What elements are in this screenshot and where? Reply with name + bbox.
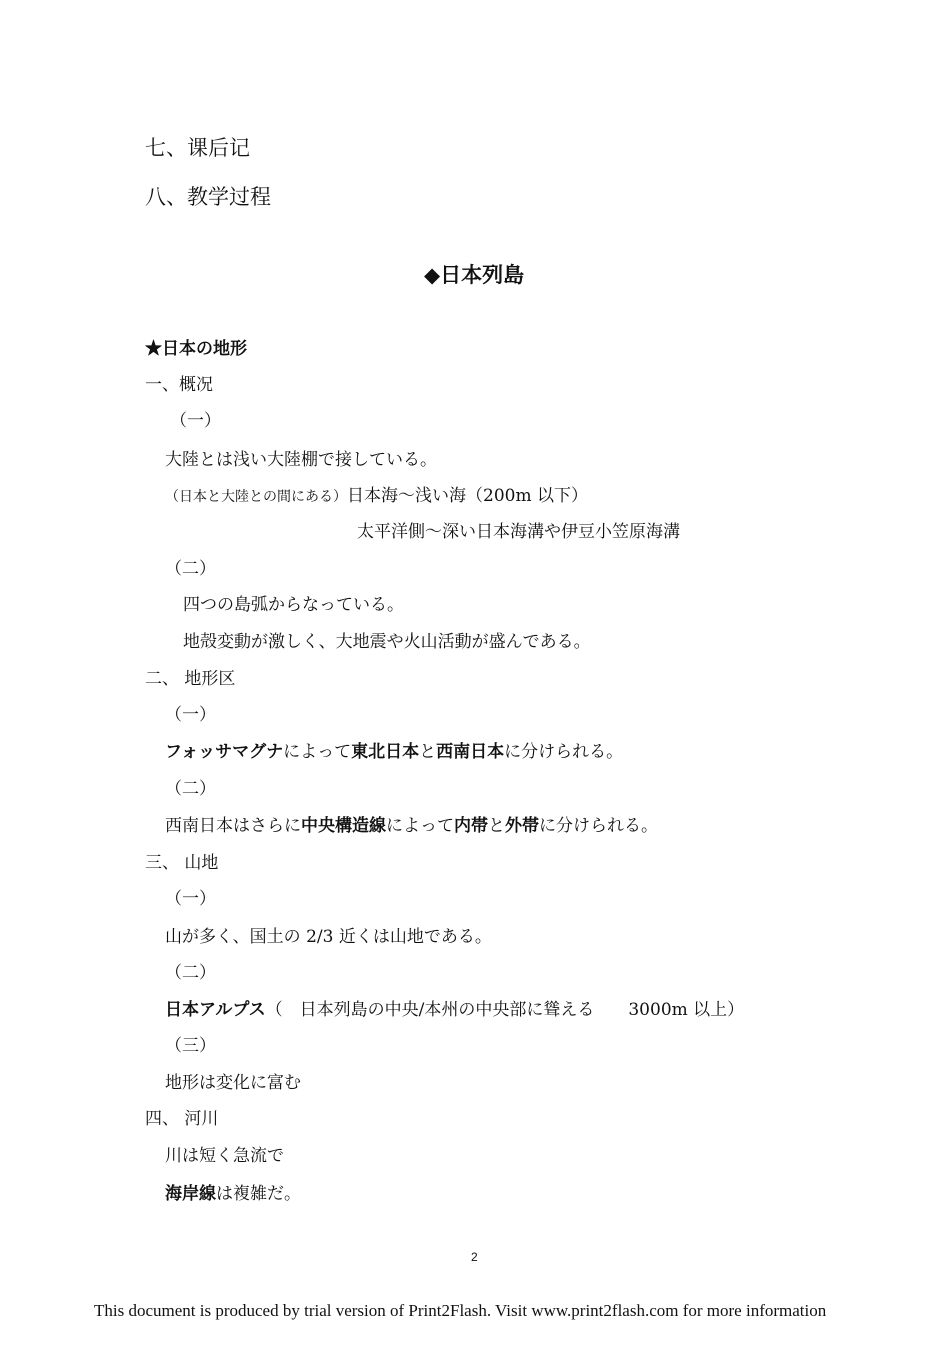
part3-sub1: （一） — [165, 889, 216, 909]
text-span: と — [419, 742, 437, 762]
part1-line2-main: 日本海～浅い海（200m 以下） — [347, 486, 588, 506]
term-northeast-japan: 東北日本 — [351, 742, 420, 762]
part1-line2-note: （日本と大陸との間にある） — [165, 489, 347, 505]
section-title: ★日本の地形 — [145, 339, 247, 359]
part1-line1: 大陸とは浅い大陸棚で接している。 — [165, 450, 437, 470]
part3-heading: 三、 山地 — [145, 853, 219, 873]
part2-heading: 二、 地形区 — [145, 669, 236, 689]
part3-sub3: （三） — [165, 1036, 216, 1056]
term-coastline: 海岸線 — [165, 1184, 216, 1204]
term-inner-zone: 内帯 — [454, 816, 488, 836]
part4-line1: 川は短く急流で — [165, 1146, 284, 1166]
part1-line5: 地殻変動が激しく、大地震や火山活動が盛んである。 — [183, 632, 591, 652]
part4-line2 — [165, 1186, 301, 1203]
term-fossa-magna: フォッサマグナ — [165, 742, 284, 762]
part2-sub2: （二） — [165, 779, 216, 799]
text-span: に分けられる。 — [504, 742, 624, 762]
part1-sub1: （一） — [170, 411, 221, 431]
page-number: 2 — [471, 1250, 478, 1264]
part1-sub2: （二） — [165, 559, 216, 579]
text-span: によって — [283, 742, 352, 762]
text-span: は複雑だ。 — [216, 1184, 301, 1204]
part2-line1 — [165, 744, 623, 761]
part1-line3: 太平洋側～深い日本海溝や伊豆小笠原海溝 — [357, 522, 680, 542]
term-japanese-alps: 日本アルプス — [165, 1000, 266, 1020]
term-southwest-japan: 西南日本 — [436, 742, 505, 762]
text-span: 西南日本はさらに — [165, 816, 301, 836]
part1-line4: 四つの島弧からなっている。 — [183, 595, 404, 615]
text-span: によって — [386, 816, 454, 836]
part4-heading: 四、 河川 — [145, 1109, 219, 1129]
part3-line1: 山が多く、国土の 2/3 近くは山地である。 — [165, 927, 492, 947]
part3-sub2: （二） — [165, 963, 216, 983]
text-span: に分けられる。 — [539, 816, 658, 836]
text-span: （ 日本列島の中央/本州の中央部に聳える 3000m 以上） — [265, 1000, 745, 1020]
term-median-tectonic-line: 中央構造線 — [301, 816, 386, 836]
part3-line3: 地形は変化に富む — [165, 1073, 301, 1093]
part1-line2 — [165, 488, 588, 505]
part2-sub1: （一） — [165, 705, 216, 725]
part2-line2 — [165, 818, 658, 835]
trial-footer-notice: This document is produced by trial version of Print2Flash. Visit www.print2flash.com for more information — [94, 1301, 827, 1320]
heading-eight: 八、教学过程 — [145, 185, 271, 209]
text-span: と — [488, 816, 505, 836]
part3-line2 — [165, 1002, 744, 1019]
page-title: ◆日本列島 — [424, 262, 525, 287]
part1-heading: 一、概况 — [145, 375, 213, 395]
heading-seven: 七、课后记 — [145, 136, 250, 160]
term-outer-zone: 外帯 — [505, 816, 539, 836]
